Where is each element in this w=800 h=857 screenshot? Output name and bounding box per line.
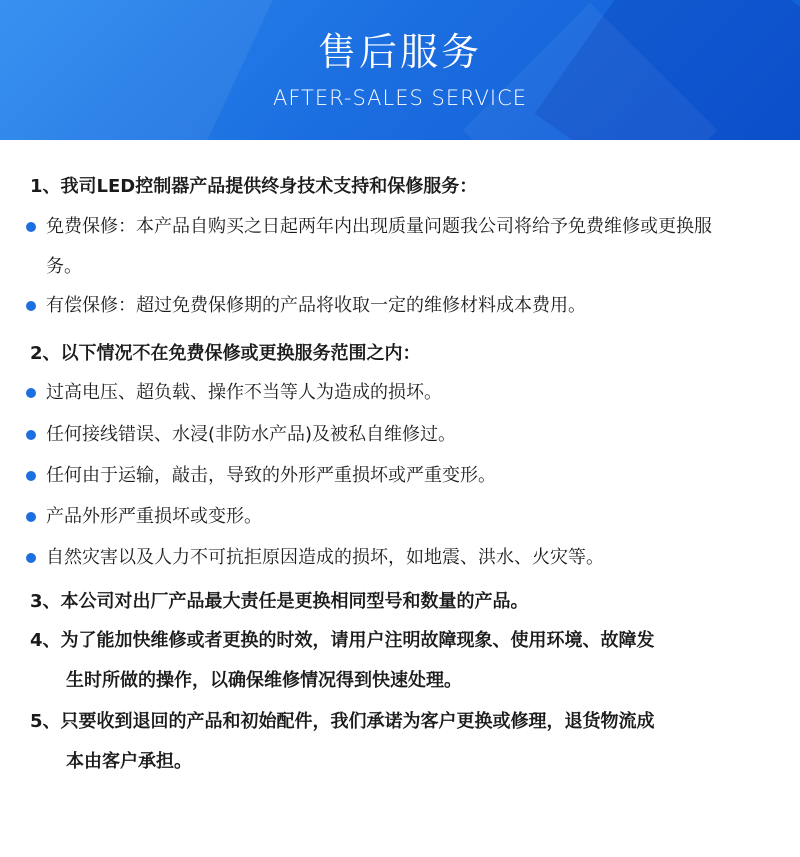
list-item: 任何由于运输，敲击，导致的外形严重损坏或严重变形。 — [26, 456, 786, 496]
section-heading: 3、本公司对出厂产品最大责任是更换相同型号和数量的产品。 — [30, 591, 529, 612]
section-heading: 4、为了能加快维修或者更换的时效，请用户注明故障现象、使用环境、故障发 生时所做的操作，以确保维修情况得到快速处理。 — [30, 630, 655, 691]
list-item: 任何接线错误、水浸(非防水产品)及被私自维修过。 — [26, 415, 786, 455]
page-subtitle: AFTER-SALES SERVICE — [272, 86, 528, 110]
list-item: 自然灾害以及人力不可抗拒原因造成的损坏，如地震、洪水、火灾等。 — [26, 538, 786, 578]
header-banner — [0, 0, 800, 140]
list-item: 产品外形严重损坏或变形。 — [26, 497, 786, 537]
list-item: 免费保修：本产品自购买之日起两年内出现质量问题我公司将给予免费维修或更换服 务。 — [26, 207, 786, 287]
bullet-dot-icon — [26, 388, 36, 398]
section-heading: 1、我司LED控制器产品提供终身技术支持和保修服务： — [30, 176, 478, 197]
bullet-dot-icon — [26, 430, 36, 440]
section-heading: 2、以下情况不在免费保修或更换服务范围之内： — [30, 343, 421, 364]
list-item: 过高电压、超负载、操作不当等人为造成的损坏。 — [26, 373, 786, 413]
section-heading: 5、只要收到退回的产品和初始配件，我们承诺为客户更换或修理，退货物流成 本由客户承担。 — [30, 711, 655, 772]
bullet-dot-icon — [26, 553, 36, 563]
page-title: 售后服务 — [317, 30, 482, 74]
list-item: 有偿保修：超过免费保修期的产品将收取一定的维修材料成本费用。 — [26, 286, 786, 326]
bullet-dot-icon — [26, 301, 36, 311]
bullet-dot-icon — [26, 471, 36, 481]
bullet-dot-icon — [26, 512, 36, 522]
bullet-dot-icon — [26, 222, 36, 232]
